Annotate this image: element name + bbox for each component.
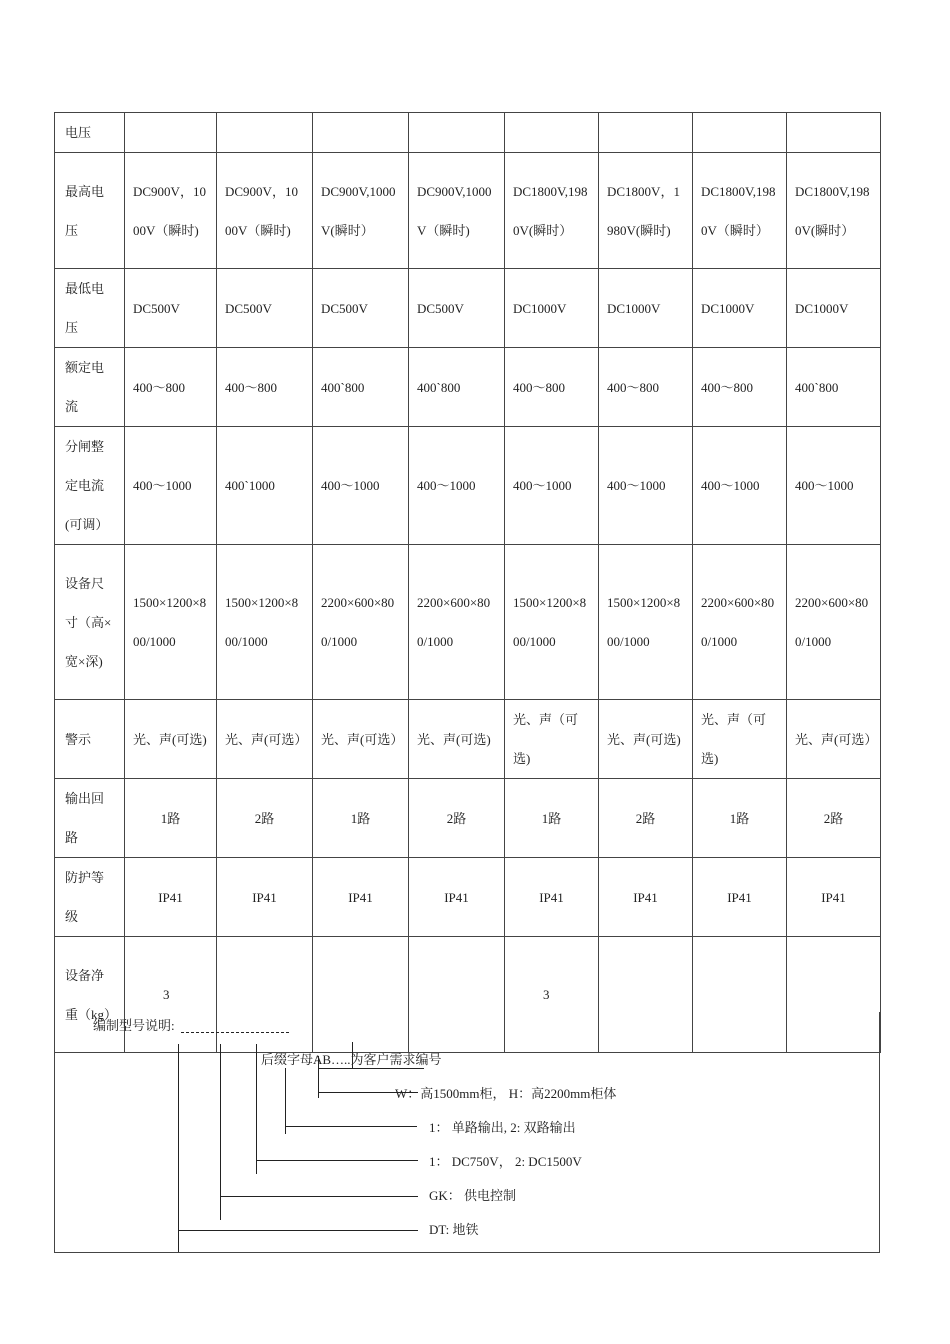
note-dt: DT: 地铁 — [429, 1222, 479, 1237]
table-cell: 1路 — [313, 779, 409, 858]
table-cell: DC900V,1000V（瞬时) — [409, 153, 505, 269]
table-cell: 光、声（可选) — [505, 700, 599, 779]
table-cell: IP41 — [313, 858, 409, 937]
table-cell: IP41 — [693, 858, 787, 937]
table-cell: IP41 — [409, 858, 505, 937]
leader-h-dt — [178, 1230, 418, 1231]
table-cell: 2路 — [599, 779, 693, 858]
row-label: 警示 — [55, 700, 125, 779]
table-cell: 1路 — [693, 779, 787, 858]
table-cell: 400～1000 — [787, 427, 881, 545]
table-cell: 400～1000 — [409, 427, 505, 545]
table-cell: 400～800 — [693, 348, 787, 427]
table-cell: 2路 — [787, 779, 881, 858]
table-cell: 1500×1200×800/1000 — [217, 545, 313, 700]
table-cell: 1路 — [125, 779, 217, 858]
table-row — [55, 113, 881, 153]
table-cell: DC1000V — [599, 269, 693, 348]
table-cell: 400～1000 — [125, 427, 217, 545]
table-cell: 400`800 — [409, 348, 505, 427]
row-label: 防护等级 — [55, 858, 125, 937]
notes-title: 编制型号说明: — [93, 1018, 175, 1033]
table-cell: IP41 — [599, 858, 693, 937]
table-cell — [313, 113, 409, 153]
table-cell: DC500V — [125, 269, 217, 348]
table-cell: DC1800V，1980V(瞬时) — [599, 153, 693, 269]
table-cell: 2200×600×800/1000 — [313, 545, 409, 700]
table-cell: 400～800 — [125, 348, 217, 427]
table-row — [55, 153, 881, 269]
leader-h-voltage — [256, 1160, 418, 1161]
table-cell: IP41 — [217, 858, 313, 937]
table-cell: 光、声(可选) — [409, 700, 505, 779]
table-cell: 1路 — [505, 779, 599, 858]
table-cell: IP41 — [505, 858, 599, 937]
table-cell: 光、声(可选) — [599, 700, 693, 779]
leader-h-gk — [220, 1196, 418, 1197]
table-cell: IP41 — [787, 858, 881, 937]
table-cell: 400～1000 — [505, 427, 599, 545]
table-cell: DC1000V — [505, 269, 599, 348]
table-cell: 400～1000 — [313, 427, 409, 545]
table-cell: 1500×1200×800/1000 — [125, 545, 217, 700]
table-cell: 400～1000 — [599, 427, 693, 545]
table-cell — [693, 113, 787, 153]
table-cell: DC1800V,1980V(瞬时） — [505, 153, 599, 269]
table-cell: 400～800 — [505, 348, 599, 427]
table-cell: DC1800V,1980V(瞬时） — [787, 153, 881, 269]
table-cell: 光、声（可选) — [693, 700, 787, 779]
table-row — [55, 858, 881, 937]
table-cell: 1500×1200×800/1000 — [505, 545, 599, 700]
row-label: 最高电压 — [55, 153, 125, 269]
table-cell: 3 — [125, 937, 217, 1053]
table-cell: 光、声(可选） — [787, 700, 881, 779]
row-label: 设备净重（kg） — [55, 937, 125, 1053]
table-row — [55, 427, 881, 545]
table-cell: 2200×600×800/1000 — [409, 545, 505, 700]
table-cell — [409, 113, 505, 153]
row-label: 输出回路 — [55, 779, 125, 858]
table-cell: 2200×600×800/1000 — [693, 545, 787, 700]
table-row — [55, 700, 881, 779]
table-cell: 光、声(可选) — [125, 700, 217, 779]
row-label: 额定电流 — [55, 348, 125, 427]
table-cell — [599, 113, 693, 153]
table-cell: DC1000V — [787, 269, 881, 348]
note-cabinet: W：高1500mm柜， H：高2200mm柜体 — [395, 1086, 617, 1101]
leader-line-dt — [178, 1044, 179, 1252]
row-label: 设备尺寸（高×宽×深) — [55, 545, 125, 700]
code-placeholder-line — [181, 1032, 289, 1033]
table-cell: IP41 — [125, 858, 217, 937]
table-cell: DC1800V,1980V（瞬时） — [693, 153, 787, 269]
table-cell: 400～1000 — [693, 427, 787, 545]
table-cell: 光、声(可选） — [217, 700, 313, 779]
table-cell: 光、声(可选） — [313, 700, 409, 779]
leader-line-voltage — [256, 1044, 257, 1174]
leader-line-output — [285, 1068, 286, 1134]
table-cell — [217, 113, 313, 153]
row-label: 分闸整定电流(可调） — [55, 427, 125, 545]
table-cell: DC900V，1000V（瞬时) — [217, 153, 313, 269]
table-row — [55, 779, 881, 858]
table-cell: 2路 — [217, 779, 313, 858]
table-cell: DC500V — [409, 269, 505, 348]
table-cell: 2路 — [409, 779, 505, 858]
leader-line-gk — [220, 1044, 221, 1220]
spec-table — [54, 112, 881, 1053]
table-cell: 1500×1200×800/1000 — [599, 545, 693, 700]
row-label: 最低电压 — [55, 269, 125, 348]
leader-h-output — [285, 1126, 417, 1127]
table-cell: 400`800 — [787, 348, 881, 427]
note-output: 1： 单路输出, 2: 双路输出 — [429, 1120, 576, 1135]
table-cell: DC500V — [313, 269, 409, 348]
table-cell: DC1000V — [693, 269, 787, 348]
table-cell: 400`800 — [313, 348, 409, 427]
table-cell: 400～800 — [599, 348, 693, 427]
table-cell — [787, 113, 881, 153]
table-cell: DC500V — [217, 269, 313, 348]
note-suffix: 后缀字母AB…..为客户需求编号 — [261, 1052, 442, 1067]
note-voltage: 1： DC750V， 2: DC1500V — [429, 1154, 582, 1169]
table-cell: DC900V,1000V(瞬时） — [313, 153, 409, 269]
table-row — [55, 348, 881, 427]
table-cell: DC900V，1000V（瞬时) — [125, 153, 217, 269]
suffix-underline — [318, 1068, 424, 1069]
table-row — [55, 269, 881, 348]
table-cell: 400`1000 — [217, 427, 313, 545]
table-cell: 2200×600×800/1000 — [787, 545, 881, 700]
table-cell — [505, 113, 599, 153]
row-label: 电压 — [55, 113, 125, 153]
table-cell: 400～800 — [217, 348, 313, 427]
table-cell — [125, 113, 217, 153]
model-code-notes — [54, 1012, 880, 1253]
note-gk: GK： 供电控制 — [429, 1188, 517, 1203]
table-cell: 3 — [505, 937, 599, 1053]
table-row — [55, 545, 881, 700]
